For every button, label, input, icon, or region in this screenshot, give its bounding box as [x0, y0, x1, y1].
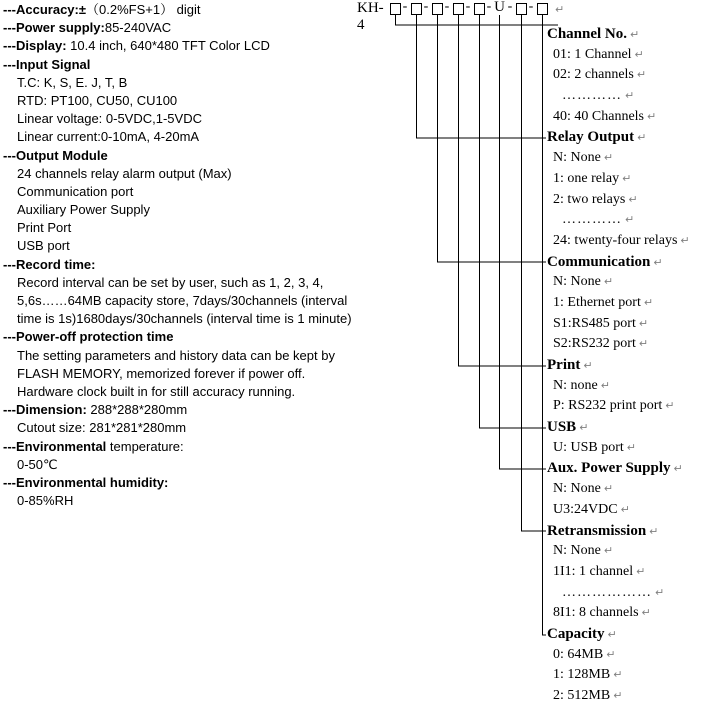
ordering-line-text: U: USB port: [553, 439, 624, 455]
connector-print: [459, 15, 547, 366]
spec-term: ---Power supply:: [3, 20, 105, 36]
return-mark-icon: ↵: [637, 131, 647, 145]
return-mark-icon: ↵: [620, 502, 630, 516]
return-mark-icon: ↵: [603, 482, 614, 496]
spec-value: 10.4 inch, 640*480 TFT Color LCD: [66, 38, 270, 54]
ordering-line-text: 1: one relay: [553, 170, 620, 186]
spec-value: 0-50℃: [17, 456, 58, 472]
ordering-line-text: Relay Output: [547, 129, 635, 146]
ordering-line-text: 1: Ethernet port: [553, 294, 641, 310]
ordering-line-text: N: none: [553, 377, 598, 393]
ordering-line: [546, 127, 722, 148]
spec-value: Linear current:0-10mA, 4-20mA: [17, 129, 200, 145]
ordering-line-text: 01: 1 Channel: [553, 46, 632, 62]
return-mark-icon: ↵: [603, 544, 614, 558]
ordering-line: [546, 665, 722, 686]
ordering-line: [546, 417, 722, 438]
ordering-line: [546, 438, 722, 459]
ordering-line-text: 8I1: 8 channels: [553, 605, 639, 621]
spec-value: Communication port: [17, 183, 134, 199]
spec-value: FLASH MEMORY, memorized forever if power off.: [17, 365, 306, 381]
ordering-line-text: 02: 2 channels: [553, 67, 634, 83]
ordering-line-text: S2:RS232 port: [553, 336, 636, 352]
ordering-line-text: USB: [547, 419, 577, 436]
ordering-line: [546, 458, 722, 479]
return-mark-icon: ↵: [628, 192, 638, 206]
spec-term: ---Input Signal: [3, 56, 91, 72]
ordering-line: [546, 45, 722, 66]
ordering-line: [546, 624, 722, 645]
return-mark-icon: ↵: [680, 233, 690, 247]
spec-term: ---Output Module: [3, 147, 108, 163]
spec-value: 288*288*280mm: [86, 402, 188, 418]
return-mark-icon: ↵: [636, 564, 646, 578]
return-mark-icon: ↵: [606, 647, 616, 661]
ordering-line-text: Communication: [547, 253, 651, 270]
spec-value: RTD: PT100, CU50, CU100: [17, 92, 178, 108]
spec-term: ---Power-off protection time: [3, 329, 174, 345]
ordering-line-text: …………: [562, 212, 622, 228]
ordering-line: [546, 65, 722, 86]
ordering-line-text: S1:RS485 port: [553, 315, 636, 331]
return-mark-icon: ↵: [643, 295, 654, 309]
connector-aux-power: [500, 15, 547, 469]
ordering-line-text: U3:24VDC: [553, 501, 618, 517]
ordering-line: [546, 252, 722, 273]
return-mark-icon: ↵: [638, 337, 649, 351]
return-mark-icon: ↵: [583, 359, 593, 372]
return-mark-icon: ↵: [653, 255, 663, 269]
spec-value: Record interval can be set by user, such as 1, 2, 3, 4,: [17, 274, 324, 290]
return-mark-icon: ↵: [625, 89, 636, 103]
ordering-line-text: P: RS232 print port: [553, 398, 663, 414]
spec-value: 5,6s……64MB capacity store, 7days/30channels (interval: [17, 293, 348, 308]
spec-value: Auxiliary Power Supply: [17, 202, 150, 218]
ordering-line-text: ………………: [562, 584, 652, 600]
ordering-line: [546, 645, 722, 666]
return-mark-icon: ↵: [600, 378, 610, 392]
model-code-separator: -: [402, 0, 408, 14]
spec-value: Hardware clock built in for still accuracy running.: [17, 383, 296, 399]
ordering-line: [546, 479, 722, 500]
return-mark-icon: ↵: [634, 47, 644, 61]
spec-value: 0-85%RH: [17, 493, 74, 509]
model-code-box: [537, 3, 548, 15]
return-mark-icon: ↵: [555, 3, 565, 16]
return-mark-icon: ↵: [625, 213, 636, 227]
spec-value: （0.2%FS+1） digit: [86, 2, 201, 17]
ordering-line: [546, 500, 722, 521]
ordering-line: [546, 86, 722, 107]
ordering-line: [546, 603, 722, 624]
ordering-line: [546, 314, 722, 335]
model-code-separator: -: [444, 0, 450, 14]
spec-value: time is 1s)1680days/30channels (interval time is 1 minute): [17, 311, 352, 327]
ordering-line: [546, 24, 722, 45]
spec-term: ---Accuracy:±: [3, 2, 86, 17]
spec-value: 85-240VAC: [104, 20, 172, 36]
ordering-line-text: Print: [547, 357, 581, 373]
ordering-line: [546, 293, 722, 314]
spec-value: Linear voltage: 0-5VDC,1-5VDC: [17, 111, 202, 127]
return-mark-icon: ↵: [630, 28, 640, 41]
ordering-line: [546, 334, 722, 355]
ordering-line: [546, 541, 722, 562]
connector-channel-no: [396, 15, 559, 25]
spec-value: USB port: [17, 238, 70, 254]
return-mark-icon: ↵: [579, 421, 589, 435]
ordering-column: [546, 24, 722, 707]
return-mark-icon: ↵: [665, 399, 675, 413]
ordering-line: [546, 396, 722, 417]
model-code-separator: -: [507, 0, 513, 14]
ordering-line: [546, 210, 722, 231]
model-code-separator: -: [528, 0, 534, 14]
ordering-line: [546, 272, 722, 293]
return-mark-icon: ↵: [636, 68, 647, 82]
ordering-line-text: 2: two relays: [553, 191, 626, 207]
return-mark-icon: ↵: [607, 627, 617, 641]
spec-value: T.C: K, S, E. J, T, B: [17, 74, 128, 90]
spec-value: Cutout size: 281*281*280mm: [17, 420, 187, 436]
ordering-line-text: Retransmission: [547, 522, 647, 539]
return-mark-icon: ↵: [613, 668, 623, 682]
return-mark-icon: ↵: [603, 151, 614, 165]
ordering-line: [546, 355, 722, 376]
return-mark-icon: ↵: [613, 689, 623, 702]
ordering-line-text: 24: twenty-four relays: [553, 232, 678, 248]
ordering-line-text: Capacity: [547, 625, 605, 642]
ordering-line: [546, 583, 722, 604]
ordering-line-text: 0: 64MB: [553, 646, 604, 662]
spec-term: ---Environmental humidity:: [3, 474, 169, 490]
ordering-line-text: N: None: [553, 150, 601, 166]
return-mark-icon: ↵: [655, 585, 666, 599]
spec-term: ---Environmental: [3, 438, 107, 454]
ordering-line: [546, 169, 722, 190]
ordering-line: [546, 107, 722, 128]
model-code-separator: -: [423, 0, 429, 14]
spec-term: ---Display:: [3, 38, 67, 54]
spec-value: 24 channels relay alarm output (Max): [17, 165, 232, 181]
return-mark-icon: ↵: [603, 275, 614, 289]
ordering-line: [546, 376, 722, 397]
ordering-line: [546, 686, 722, 707]
spec-value: temperature:: [106, 438, 184, 454]
return-mark-icon: ↵: [641, 606, 651, 620]
ordering-line: [546, 148, 722, 169]
return-mark-icon: ↵: [622, 171, 632, 185]
ordering-line-text: 1: 128MB: [553, 667, 611, 683]
model-code-fixed-u: U: [494, 0, 505, 15]
ordering-line: [546, 521, 722, 542]
return-mark-icon: ↵: [647, 109, 657, 123]
ordering-line-text: Aux. Power Supply: [547, 460, 671, 477]
ordering-line-text: Channel No.: [547, 26, 628, 42]
spec-value: The setting parameters and history data can be kept by: [17, 347, 335, 363]
model-prefix: KH-4: [357, 0, 384, 33]
return-mark-icon: ↵: [638, 316, 649, 330]
ordering-line-text: 40: 40 Channels: [553, 108, 644, 124]
ordering-line-text: …………: [562, 88, 622, 104]
ordering-line-text: N: None: [553, 543, 601, 559]
model-code-separator: -: [465, 0, 471, 14]
spec-value: Print Port: [17, 220, 72, 236]
spec-term: ---Record time:: [3, 256, 96, 272]
return-mark-icon: ↵: [673, 462, 683, 476]
ordering-line-text: 2: 512MB: [553, 688, 611, 703]
connector-relay-output: [417, 15, 547, 138]
ordering-line-text: N: None: [553, 481, 601, 497]
ordering-line-text: 1I1: 1 channel: [553, 563, 634, 579]
return-mark-icon: ↵: [649, 524, 659, 538]
spec-term: ---Dimension:: [3, 402, 87, 418]
ordering-line: [546, 231, 722, 252]
return-mark-icon: ↵: [626, 440, 637, 454]
ordering-line: [546, 562, 722, 583]
ordering-line: [546, 190, 722, 211]
model-code-separator: -: [486, 0, 492, 14]
ordering-line-text: N: None: [553, 274, 601, 290]
